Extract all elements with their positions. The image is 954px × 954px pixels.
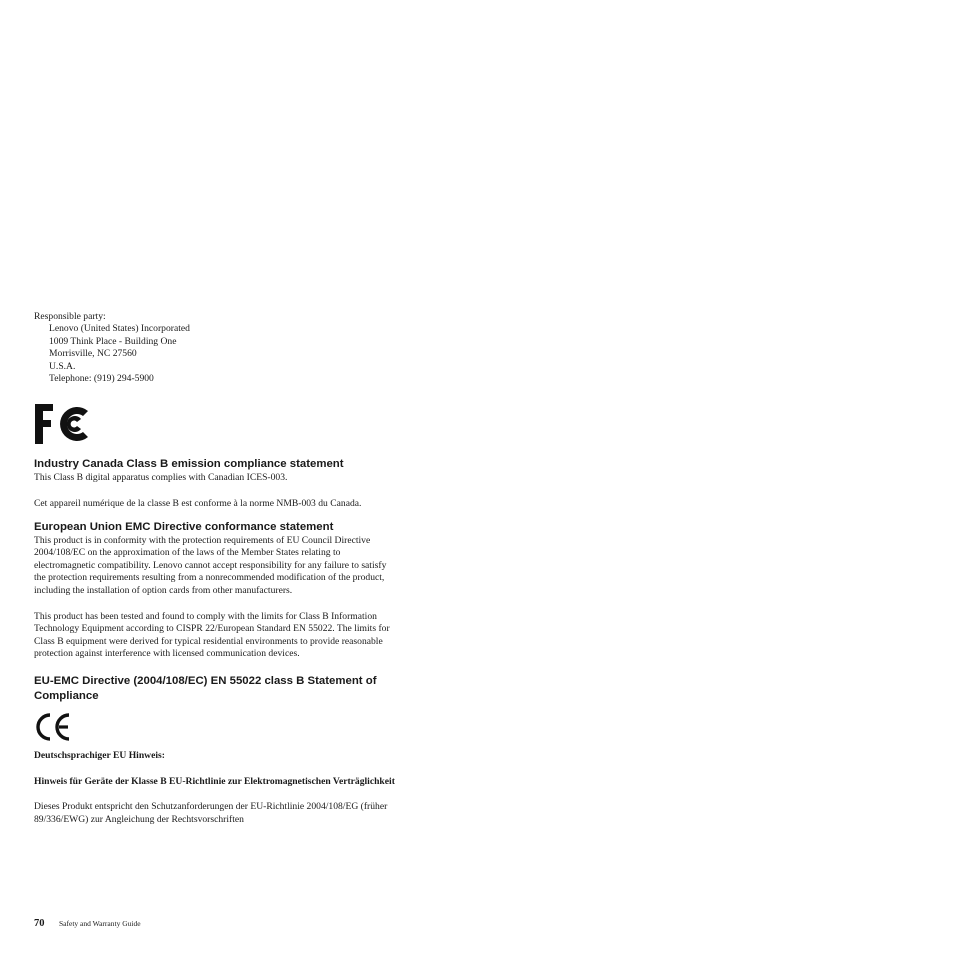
industry-canada-heading: Industry Canada Class B emission compliance statement <box>34 458 344 471</box>
eu-emc-directive-heading: EU-EMC Directive (2004/108/EC) EN 55022 class B Statement of Compliance <box>34 674 377 702</box>
page-content <box>34 311 400 826</box>
address-line-company: Lenovo (United States) Incorporated <box>49 323 190 335</box>
german-subheading: Hinweis für Geräte der Klasse B EU-Richtlinie zur Elektromagnetischen Verträglichkeit <box>34 775 395 787</box>
page-number: 70 <box>34 918 45 929</box>
industry-canada-french: Cet appareil numérique de la classe B est conforme à la norme NMB-003 du Canada. <box>34 498 362 510</box>
ce-logo <box>34 712 74 742</box>
industry-canada-english: This Class B digital apparatus complies with Canadian ICES-003. <box>34 472 288 484</box>
fcc-logo <box>35 404 91 444</box>
page-footer <box>34 913 141 931</box>
eu-emc-paragraph-2: This product has been tested and found to comply with the limits for Class B Information Technology Equipment according to CISPR 22/European Standard EN 55022. The limits for Class B equipment were derived for typical residential environments to provide reasonable protection against interference with licensed communication devices. <box>34 610 390 660</box>
german-paragraph-1: Dieses Produkt entspricht den Schutzanforderungen der EU-Richtlinie 2004/108/EG (früher 89/336/EWG) zur Angleichung der Rechtsvorschriften <box>34 801 388 825</box>
address-line-country: U.S.A. <box>49 360 76 372</box>
document-title: Safety and Warranty Guide <box>59 919 141 928</box>
address-line-city: Morrisville, NC 27560 <box>49 348 137 360</box>
german-heading: Deutschsprachiger EU Hinweis: <box>34 749 165 761</box>
eu-emc-heading: European Union EMC Directive conformance statement <box>34 520 334 533</box>
address-line-street: 1009 Think Place - Building One <box>49 335 177 347</box>
responsible-party-heading: Responsible party: <box>34 311 106 322</box>
eu-emc-paragraph-1: This product is in conformity with the protection requirements of EU Council Directive 2004/108/EC on the approximation of the laws of the Member States relating to electromagnetic compatibility. Lenovo cannot accept responsibility for any failure to satisfy the protection requirements resulting from a nonrecommended modification of the product, including the installation of option cards from other manufacturers. <box>34 534 387 596</box>
address-line-telephone: Telephone: (919) 294-5900 <box>49 373 154 385</box>
